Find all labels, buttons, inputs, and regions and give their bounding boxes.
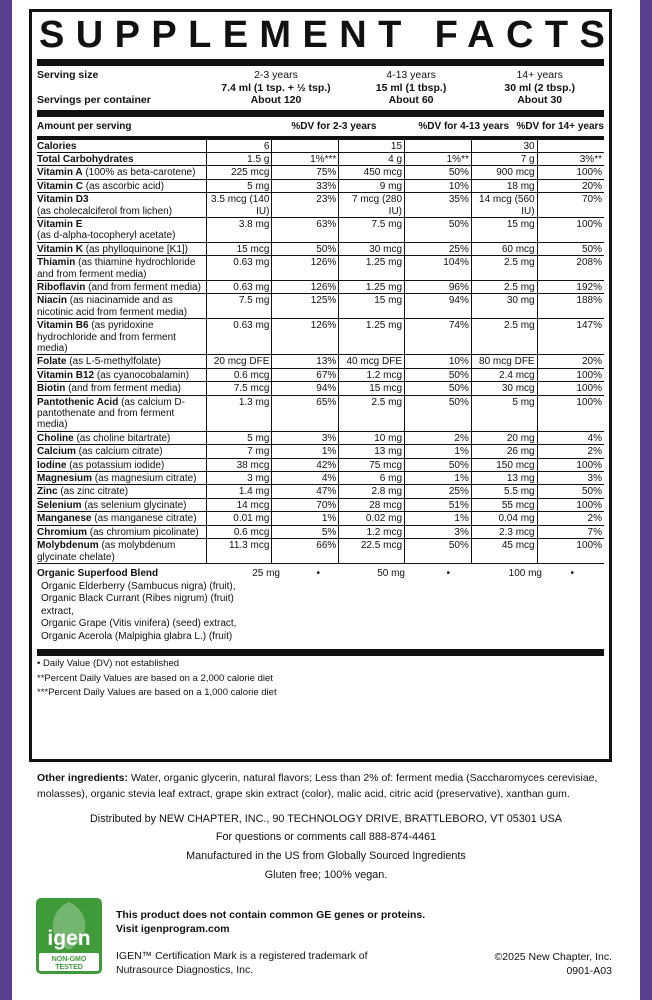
igen-non-gmo-logo xyxy=(36,898,102,974)
nutrient-row xyxy=(37,166,604,179)
dv-2-3: 33% xyxy=(272,179,339,192)
nutrient-name-cell xyxy=(37,217,206,242)
amount-4-13: 75 mcg xyxy=(339,458,405,471)
nutrient-row xyxy=(37,217,604,242)
amount-2-3: 7.5 mg xyxy=(206,294,272,319)
amount-14plus: 55 mcg xyxy=(471,498,537,511)
blend-description xyxy=(37,568,247,644)
amount-2-3: 7.5 mcg xyxy=(206,382,272,395)
dv-4-13: 1% xyxy=(405,445,472,458)
nutrient-name: Manganese xyxy=(37,513,92,525)
nutrient-source: (as phylloquinone [K1]) xyxy=(82,243,189,255)
dv-4-13: 50% xyxy=(405,458,472,471)
dv-2-3: 70% xyxy=(272,498,339,511)
gluten-free-line: Gluten free; 100% vegan. xyxy=(264,869,388,881)
dv-14plus: 100% xyxy=(537,368,604,381)
amount-14plus: 5.5 mg xyxy=(471,485,537,498)
amount-2-3: 3.5 mcg (140 IU) xyxy=(206,193,272,218)
nutrient-name-cell xyxy=(37,280,206,293)
dv-2-3: 1%*** xyxy=(272,152,339,165)
dv-14plus: 208% xyxy=(537,256,604,281)
nutrient-name: Total Carbohydrates xyxy=(37,153,134,165)
dv-2-3: 23% xyxy=(272,193,339,218)
amount-2-3: 15 mcg xyxy=(206,242,272,255)
amount-4-13: 10 mg xyxy=(339,431,405,444)
dv-14plus: 2% xyxy=(537,445,604,458)
dv-14plus: 20% xyxy=(537,355,604,368)
amount-2-3: 11.3 mcg xyxy=(206,539,272,564)
nutrient-row xyxy=(37,472,604,485)
dv-4-13: 1% xyxy=(405,472,472,485)
amount-2-3: 0.63 mg xyxy=(206,256,272,281)
heavy-rule xyxy=(37,59,604,66)
other-ingredients-text: Water, organic glycerin, natural flavors; Less than 2% of: ferment media (Saccharomyces cerevisiae, molasses), organic stevia leaf extract, grape skin extract (color), malic acid, citric acid (preservative), xanthan gum. xyxy=(37,772,598,800)
amount-4-13: 40 mcg DFE xyxy=(339,355,405,368)
trademark-owner: Nutrasource Diagnostics, Inc. xyxy=(116,964,254,976)
dv-4-13 xyxy=(405,140,472,153)
nutrient-row xyxy=(37,382,604,395)
nutrient-row xyxy=(37,512,604,525)
dv-4-13: 104% xyxy=(405,256,472,281)
amount-4-13: 1.2 mcg xyxy=(339,525,405,538)
amount-4-13: 450 mcg xyxy=(339,166,405,179)
amount-4-13: 2.8 mg xyxy=(339,485,405,498)
nutrient-name: Vitamin A xyxy=(37,167,83,179)
amount-2-3: 38 mcg xyxy=(206,458,272,471)
servings-per-container-label: Servings per container xyxy=(37,94,151,106)
nutrient-row xyxy=(37,431,604,444)
amount-2-3: 0.01 mg xyxy=(206,512,272,525)
dv-4-13: 35% xyxy=(405,193,472,218)
nutrient-row xyxy=(37,242,604,255)
dv-4-13: 1%** xyxy=(405,152,472,165)
serving-size-row xyxy=(37,66,604,82)
dv-14plus: 50% xyxy=(537,485,604,498)
nutrient-name: Vitamin C xyxy=(37,180,83,192)
nutrient-row xyxy=(37,256,604,281)
nutrient-source: (and from ferment media) xyxy=(65,383,181,395)
amount-per-serving-header xyxy=(37,117,604,136)
nutrient-source: (as cyanocobalamin) xyxy=(94,369,190,381)
nutrient-name: Chromium xyxy=(37,526,87,538)
superfood-blend-row xyxy=(37,564,604,644)
dv-14plus: 4% xyxy=(537,431,604,444)
logo-tested: TESTED xyxy=(55,964,83,971)
nutrient-name-cell xyxy=(37,152,206,165)
product-code: 0901-A03 xyxy=(566,965,612,977)
blend-dv-4-13: • xyxy=(446,567,450,579)
amount-2-3: 1.5 g xyxy=(206,152,272,165)
nutrient-name-cell xyxy=(37,395,206,431)
nutrient-name: Calcium xyxy=(37,446,76,458)
nutrient-row xyxy=(37,280,604,293)
amount-4-13: 15 mcg xyxy=(339,382,405,395)
igen-certification-text xyxy=(116,908,425,977)
nutrient-name-cell xyxy=(37,485,206,498)
nutrient-name: Choline xyxy=(37,432,74,444)
amount-4-13: 1.25 mg xyxy=(339,256,405,281)
manufactured-line: Manufactured in the US from Globally Sourced Ingredients xyxy=(186,850,466,862)
dv-14plus: 100% xyxy=(537,458,604,471)
dv-2-3: 126% xyxy=(272,256,339,281)
blend-amount-2-3: 25 mg xyxy=(252,567,280,579)
blend-amount-14plus: 100 mg xyxy=(508,567,542,579)
amount-2-3: 0.6 mcg xyxy=(206,525,272,538)
nutrient-source: (and from ferment media) xyxy=(85,281,201,293)
nutrient-name: Thiamin xyxy=(37,257,76,269)
nutrient-name: Folate xyxy=(37,356,67,368)
nutrient-source: (as selenium glycinate) xyxy=(81,499,187,511)
nutrient-name: Vitamin D3 xyxy=(37,194,89,206)
nutrient-name-cell xyxy=(37,242,206,255)
igen-website: Visit igenprogram.com xyxy=(116,923,230,935)
dv-4-13: 10% xyxy=(405,355,472,368)
dv-4-13: 51% xyxy=(405,498,472,511)
dv-2-3: 126% xyxy=(272,280,339,293)
amount-2-3: 14 mcg xyxy=(206,498,272,511)
nutrient-name: Selenium xyxy=(37,499,82,511)
nutrient-name: Niacin xyxy=(37,295,68,307)
amount-2-3: 20 mcg DFE xyxy=(206,355,272,368)
nutrient-row xyxy=(37,539,604,564)
amount-14plus: 45 mcg xyxy=(471,539,537,564)
dv-14plus xyxy=(537,140,604,153)
nutrient-row xyxy=(37,355,604,368)
amount-14plus: 2.4 mcg xyxy=(471,368,537,381)
dv-2-3: 42% xyxy=(272,458,339,471)
nutrient-row xyxy=(37,319,604,355)
amount-14plus: 60 mcg xyxy=(471,242,537,255)
amount-14plus: 2.3 mcg xyxy=(471,525,537,538)
amount-14plus: 18 mg xyxy=(471,179,537,192)
amount-2-3: 3 mg xyxy=(206,472,272,485)
dv-14plus: 100% xyxy=(537,166,604,179)
nutrient-source: (as chromium picolinate) xyxy=(87,526,199,538)
dv-14plus: 100% xyxy=(537,395,604,431)
dv-2-3: 63% xyxy=(272,217,339,242)
nutrient-row xyxy=(37,294,604,319)
dv-2-3: 125% xyxy=(272,294,339,319)
amount-14plus: 2.5 mg xyxy=(471,319,537,355)
dv-14plus: 147% xyxy=(537,319,604,355)
nutrient-name: Vitamin E xyxy=(37,218,83,230)
amount-14plus: 30 mcg xyxy=(471,382,537,395)
amount-14plus: 150 mcg xyxy=(471,458,537,471)
nutrient-source: (100% as beta-carotene) xyxy=(82,167,196,179)
amount-14plus: 30 xyxy=(471,140,537,153)
dv-14plus: 3% xyxy=(537,472,604,485)
heavy-rule xyxy=(37,649,604,656)
nutrient-row xyxy=(37,140,604,153)
nutrient-source: (as d-alpha-tocopheryl acetate) xyxy=(37,230,176,242)
dv-14plus: 50% xyxy=(537,242,604,255)
dv-2-3: 1% xyxy=(272,445,339,458)
dv-4-13: 96% xyxy=(405,280,472,293)
serving-amount-row xyxy=(37,82,604,95)
nutrient-name-cell xyxy=(37,382,206,395)
footnote: ***Percent Daily Values are based on a 1,000 calorie diet xyxy=(37,687,277,699)
blend-ingredient: Organic Elderberry (Sambucus nigra) (fruit), xyxy=(41,580,236,592)
serving-size-4-13: 15 ml (1 tbsp.) xyxy=(375,81,447,94)
nutrient-name: Pantothenic Acid xyxy=(37,396,119,408)
amount-14plus: 0.04 mg xyxy=(471,512,537,525)
dv-4-13: 25% xyxy=(405,242,472,255)
dv-header-2-3: %DV for 2-3 years xyxy=(291,120,377,132)
ge-statement: This product does not contain common GE genes or proteins. xyxy=(116,909,426,921)
nutrient-row xyxy=(37,193,604,218)
blend-ingredient: Organic Acerola (Malpighia glabra L.) (fruit) xyxy=(41,630,233,642)
nutrient-name-cell xyxy=(37,445,206,458)
blend-ingredient: Organic Grape (Vitis vinifera) (seed) extract, xyxy=(41,618,237,630)
amount-2-3: 5 mg xyxy=(206,431,272,444)
servings-per-container-row xyxy=(37,94,604,110)
dv-2-3: 3% xyxy=(272,431,339,444)
amount-4-13: 15 xyxy=(339,140,405,153)
amount-4-13: 1.2 mcg xyxy=(339,368,405,381)
dv-2-3 xyxy=(272,140,339,153)
nutrient-name: Molybdenum xyxy=(37,540,99,552)
age-group-2-3: 2-3 years xyxy=(254,69,298,81)
dv-4-13: 25% xyxy=(405,485,472,498)
amount-14plus: 2.5 mg xyxy=(471,280,537,293)
amount-per-serving-label: Amount per serving xyxy=(37,120,132,132)
amount-14plus: 7 g xyxy=(471,152,537,165)
nutrient-name: Riboflavin xyxy=(37,281,86,293)
amount-4-13: 22.5 mcg xyxy=(339,539,405,564)
nutrient-source: (as cholecalciferol from lichen) xyxy=(37,205,173,217)
amount-14plus: 900 mcg xyxy=(471,166,537,179)
age-group-4-13: 4-13 years xyxy=(386,69,436,81)
age-group-14plus: 14+ years xyxy=(516,69,563,81)
logo-non-gmo: NON-GMO xyxy=(51,956,87,963)
nutrient-source: (as thiamine hydrochloride and from ferment media) xyxy=(37,257,196,280)
amount-14plus: 13 mg xyxy=(471,472,537,485)
questions-line: For questions or comments call 888-874-4461 xyxy=(215,831,437,843)
dv-4-13: 74% xyxy=(405,319,472,355)
nutrient-row xyxy=(37,498,604,511)
nutrient-name: Calories xyxy=(37,140,77,152)
nutrient-name-cell xyxy=(37,355,206,368)
nutrient-source: (as manganese citrate) xyxy=(91,513,197,525)
nutrient-name: Magnesium xyxy=(37,473,93,485)
dv-2-3: 65% xyxy=(272,395,339,431)
nutrient-name-cell xyxy=(37,294,206,319)
nutrient-source: (as choline bitartrate) xyxy=(73,432,171,444)
amount-2-3: 225 mcg xyxy=(206,166,272,179)
servings-14plus: About 30 xyxy=(517,94,563,106)
amount-4-13: 4 g xyxy=(339,152,405,165)
nutrient-name: Vitamin B12 xyxy=(37,369,95,381)
nutrient-source: (as calcium citrate) xyxy=(75,446,163,458)
nutrient-name: Vitamin B6 xyxy=(37,320,89,332)
amount-14plus: 14 mcg (560 IU) xyxy=(471,193,537,218)
nutrient-source: (as L-5-methylfolate) xyxy=(66,356,161,368)
nutrient-name: Iodine xyxy=(37,459,67,471)
dv-2-3: 4% xyxy=(272,472,339,485)
nutrient-row xyxy=(37,445,604,458)
dv-14plus: 3%** xyxy=(537,152,604,165)
copyright: ©2025 New Chapter, Inc. xyxy=(494,951,612,963)
dv-header-4-13: %DV for 4-13 years xyxy=(418,120,510,132)
dv-14plus: 7% xyxy=(537,525,604,538)
amount-2-3: 1.3 mg xyxy=(206,395,272,431)
amount-2-3: 0.63 mg xyxy=(206,319,272,355)
nutrient-name-cell xyxy=(37,166,206,179)
amount-14plus: 15 mg xyxy=(471,217,537,242)
nutrient-source: (as pyridoxine hydrochloride and from ferment media) xyxy=(37,320,176,354)
footnote: • Daily Value (DV) not established xyxy=(37,658,180,670)
nutrient-row xyxy=(37,525,604,538)
nutrient-name-cell xyxy=(37,525,206,538)
nutrient-source: (as niacinamide and as nicotinic acid from ferment media) xyxy=(37,295,188,318)
amount-4-13: 15 mg xyxy=(339,294,405,319)
amount-14plus: 30 mg xyxy=(471,294,537,319)
nutrient-row xyxy=(37,395,604,431)
nutrient-name: Biotin xyxy=(37,383,66,395)
blend-ingredient: Organic Black Currant (Ribes nigrum) (fruit) extract, xyxy=(41,593,234,617)
dv-14plus: 20% xyxy=(537,179,604,192)
nutrient-table xyxy=(37,140,604,564)
nutrient-source: (as calcium D-pantothenate and from ferment media) xyxy=(37,396,185,431)
amount-2-3: 5 mg xyxy=(206,179,272,192)
amount-14plus: 2.5 mg xyxy=(471,256,537,281)
amount-4-13: 7.5 mg xyxy=(339,217,405,242)
dv-4-13: 10% xyxy=(405,179,472,192)
dv-2-3: 126% xyxy=(272,319,339,355)
amount-4-13: 6 mg xyxy=(339,472,405,485)
amount-4-13: 2.5 mg xyxy=(339,395,405,431)
nutrient-row xyxy=(37,458,604,471)
nutrient-name-cell xyxy=(37,458,206,471)
dv-2-3: 50% xyxy=(272,242,339,255)
nutrient-row xyxy=(37,485,604,498)
dv-4-13: 94% xyxy=(405,294,472,319)
dv-2-3: 67% xyxy=(272,368,339,381)
amount-4-13: 30 mcg xyxy=(339,242,405,255)
other-ingredients xyxy=(37,771,617,802)
other-ingredients-label: Other ingredients: xyxy=(37,772,129,784)
serving-size-14plus: 30 ml (2 tbsp.) xyxy=(504,81,575,94)
heavy-rule xyxy=(37,110,604,117)
nutrient-row xyxy=(37,152,604,165)
nutrient-source: (as potassium iodide) xyxy=(66,459,165,471)
nutrient-name-cell xyxy=(37,193,206,218)
dv-2-3: 13% xyxy=(272,355,339,368)
dv-2-3: 94% xyxy=(272,382,339,395)
nutrient-name-cell xyxy=(37,512,206,525)
amount-4-13: 1.25 mg xyxy=(339,319,405,355)
dv-14plus: 70% xyxy=(537,193,604,218)
blend-dv-2-3: • xyxy=(316,567,320,579)
dv-2-3: 75% xyxy=(272,166,339,179)
footnotes xyxy=(37,656,604,701)
dv-4-13: 50% xyxy=(405,217,472,242)
amount-14plus: 20 mg xyxy=(471,431,537,444)
amount-2-3: 3.8 mg xyxy=(206,217,272,242)
dv-4-13: 50% xyxy=(405,382,472,395)
dv-2-3: 5% xyxy=(272,525,339,538)
dv-14plus: 192% xyxy=(537,280,604,293)
blend-name: Organic Superfood Blend xyxy=(37,567,159,579)
dv-14plus: 100% xyxy=(537,382,604,395)
dv-14plus: 100% xyxy=(537,539,604,564)
amount-14plus: 80 mcg DFE xyxy=(471,355,537,368)
distributor-line: Distributed by NEW CHAPTER, INC., 90 TECHNOLOGY DRIVE, BRATTLEBORO, VT 05301 USA xyxy=(90,813,562,825)
dv-14plus: 100% xyxy=(537,498,604,511)
trademark-line: IGEN™ Certification Mark is a registered trademark of xyxy=(116,950,368,962)
dv-4-13: 1% xyxy=(405,512,472,525)
dv-4-13: 2% xyxy=(405,431,472,444)
panel-title: SUPPLEMENT FACTS xyxy=(39,14,617,56)
dv-2-3: 47% xyxy=(272,485,339,498)
dv-14plus: 100% xyxy=(537,217,604,242)
blend-dv-14plus: • xyxy=(570,567,574,579)
dv-4-13: 50% xyxy=(405,166,472,179)
amount-14plus: 5 mg xyxy=(471,395,537,431)
servings-4-13: About 60 xyxy=(388,94,434,106)
nutrient-name-cell xyxy=(37,256,206,281)
blend-amount-4-13: 50 mg xyxy=(377,567,405,579)
serving-size-label: Serving size xyxy=(37,69,99,81)
nutrient-name-cell xyxy=(37,368,206,381)
amount-4-13: 13 mg xyxy=(339,445,405,458)
amount-2-3: 1.4 mg xyxy=(206,485,272,498)
dv-4-13: 50% xyxy=(405,368,472,381)
nutrient-name: Vitamin K xyxy=(37,243,83,255)
amount-4-13: 9 mg xyxy=(339,179,405,192)
nutrient-name-cell xyxy=(37,179,206,192)
dv-header-14plus: %DV for 14+ years xyxy=(516,120,604,132)
nutrient-name-cell xyxy=(37,140,206,153)
dv-2-3: 1% xyxy=(272,512,339,525)
footnote: **Percent Daily Values are based on a 2,000 calorie diet xyxy=(37,672,273,684)
dv-14plus: 2% xyxy=(537,512,604,525)
copyright-block xyxy=(495,950,612,978)
amount-2-3: 6 xyxy=(206,140,272,153)
supplement-facts-panel xyxy=(29,9,617,762)
dv-4-13: 50% xyxy=(405,395,472,431)
dv-14plus: 188% xyxy=(537,294,604,319)
nutrient-source: (as zinc citrate) xyxy=(57,486,129,498)
nutrient-row xyxy=(37,179,604,192)
amount-4-13: 28 mcg xyxy=(339,498,405,511)
nutrient-name-cell xyxy=(37,431,206,444)
nutrient-name-cell xyxy=(37,539,206,564)
servings-2-3: About 120 xyxy=(250,94,302,106)
nutrient-name-cell xyxy=(37,472,206,485)
nutrient-source: (as molybdenum glycinate chelate) xyxy=(37,540,176,563)
dv-2-3: 66% xyxy=(272,539,339,564)
amount-4-13: 0.02 mg xyxy=(339,512,405,525)
nutrient-source: (as magnesium citrate) xyxy=(92,473,197,485)
nutrient-name-cell xyxy=(37,498,206,511)
nutrient-name-cell xyxy=(37,319,206,355)
dv-4-13: 3% xyxy=(405,525,472,538)
amount-4-13: 1.25 mg xyxy=(339,280,405,293)
amount-14plus: 26 mg xyxy=(471,445,537,458)
amount-4-13: 7 mcg (280 IU) xyxy=(339,193,405,218)
logo-word: igen xyxy=(47,927,91,950)
dv-4-13: 50% xyxy=(405,539,472,564)
serving-size-2-3: 7.4 ml (1 tsp. + ½ tsp.) xyxy=(221,81,331,94)
amount-2-3: 0.63 mg xyxy=(206,280,272,293)
nutrient-name: Zinc xyxy=(37,486,58,498)
nutrient-row xyxy=(37,368,604,381)
amount-2-3: 0.6 mcg xyxy=(206,368,272,381)
nutrient-source: (as ascorbic acid) xyxy=(82,180,165,192)
amount-2-3: 7 mg xyxy=(206,445,272,458)
